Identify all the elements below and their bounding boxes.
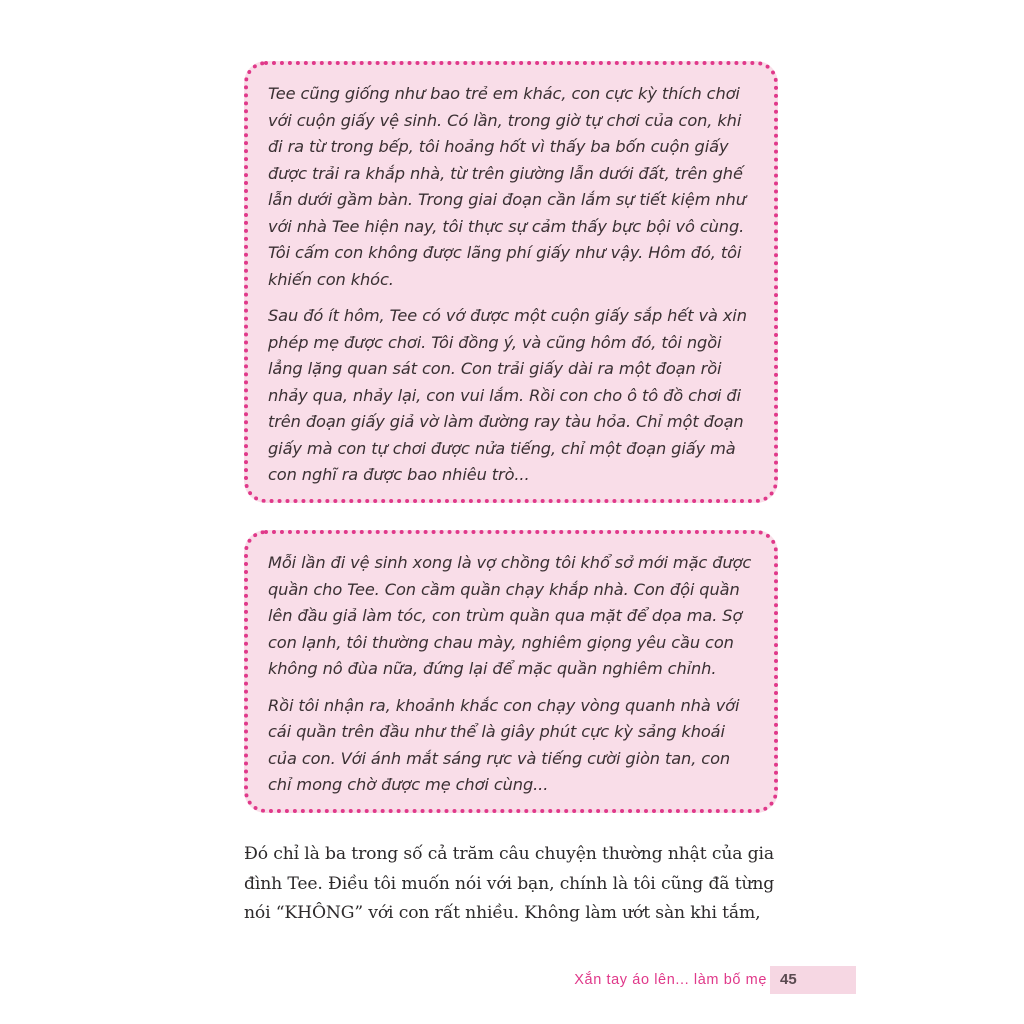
story-paragraph: Mỗi lần đi vệ sinh xong là vợ chồng tôi khổ sở mới mặc được quần cho Tee. Con cầm quần chạy khắp nhà. Con đội quần lên đầu giả làm tóc, con trùm quần qua mặt để dọa ma. Sợ con lạnh, tôi thường chau mày, nghiêm giọng yêu cầu con không nô đùa nữa, đứng lại để mặc quần nghiêm chỉnh. [268, 553, 752, 678]
page-number: 45 [770, 966, 856, 994]
story-paragraph: Rồi tôi nhận ra, khoảnh khắc con chạy vòng quanh nhà với cái quần trên đầu như thể là giây phút cực kỳ sảng khoái của con. Với ánh mắt sáng rực và tiếng cười giòn tan, con chỉ mong chờ được mẹ chơi cùng... [268, 695, 740, 794]
body-paragraph: Đó chỉ là ba trong số cả trăm câu chuyện thường nhật của gia đình Tee. Điều tôi muốn nói với bạn, chính là tôi cũng đã từng nói “KHÔNG” với con rất nhiều. Không làm ướt sàn khi tắm, [244, 844, 775, 923]
running-title: Xắn tay áo lên... làm bố mẹ [574, 972, 767, 988]
story-paragraph: Tee cũng giống như bao trẻ em khác, con cực kỳ thích chơi với cuộn giấy vệ sinh. Có lần, trong giờ tự chơi của con, khi đi ra từ trong bếp, tôi hoảng hốt vì thấy ba bốn cuộn giấy được trải ra khắp nhà, từ trên giường lẫn dưới đất, trên ghế lẫn dưới gầm bàn. Trong giai đoạn cần lắm sự tiết kiệm như với nhà Tee hiện nay, tôi thực sự cảm thấy bực bội vô cùng. Tôi cấm con không được lãng phí giấy như vậy. Hôm đó, tôi khiến con khóc. [268, 84, 746, 289]
story-box-toilet-paper [244, 61, 778, 503]
story-box-pants [244, 530, 778, 813]
story-paragraph: Sau đó ít hôm, Tee có vớ được một cuộn giấy sắp hết và xin phép mẹ được chơi. Tôi đồng ý, và cũng hôm đó, tôi ngồi lẳng lặng quan sát con. Con trải giấy dài ra một đoạn rồi nhảy qua, nhảy lại, con vui lắm. Rồi con cho ô tô đồ chơi đi trên đoạn giấy giả vờ làm đường ray tàu hỏa. Chỉ một đoạn giấy mà con tự chơi được nửa tiếng, chỉ một đoạn giấy mà con nghĩ ra được bao nhiêu trò... [268, 306, 747, 484]
page-footer [0, 966, 1024, 994]
